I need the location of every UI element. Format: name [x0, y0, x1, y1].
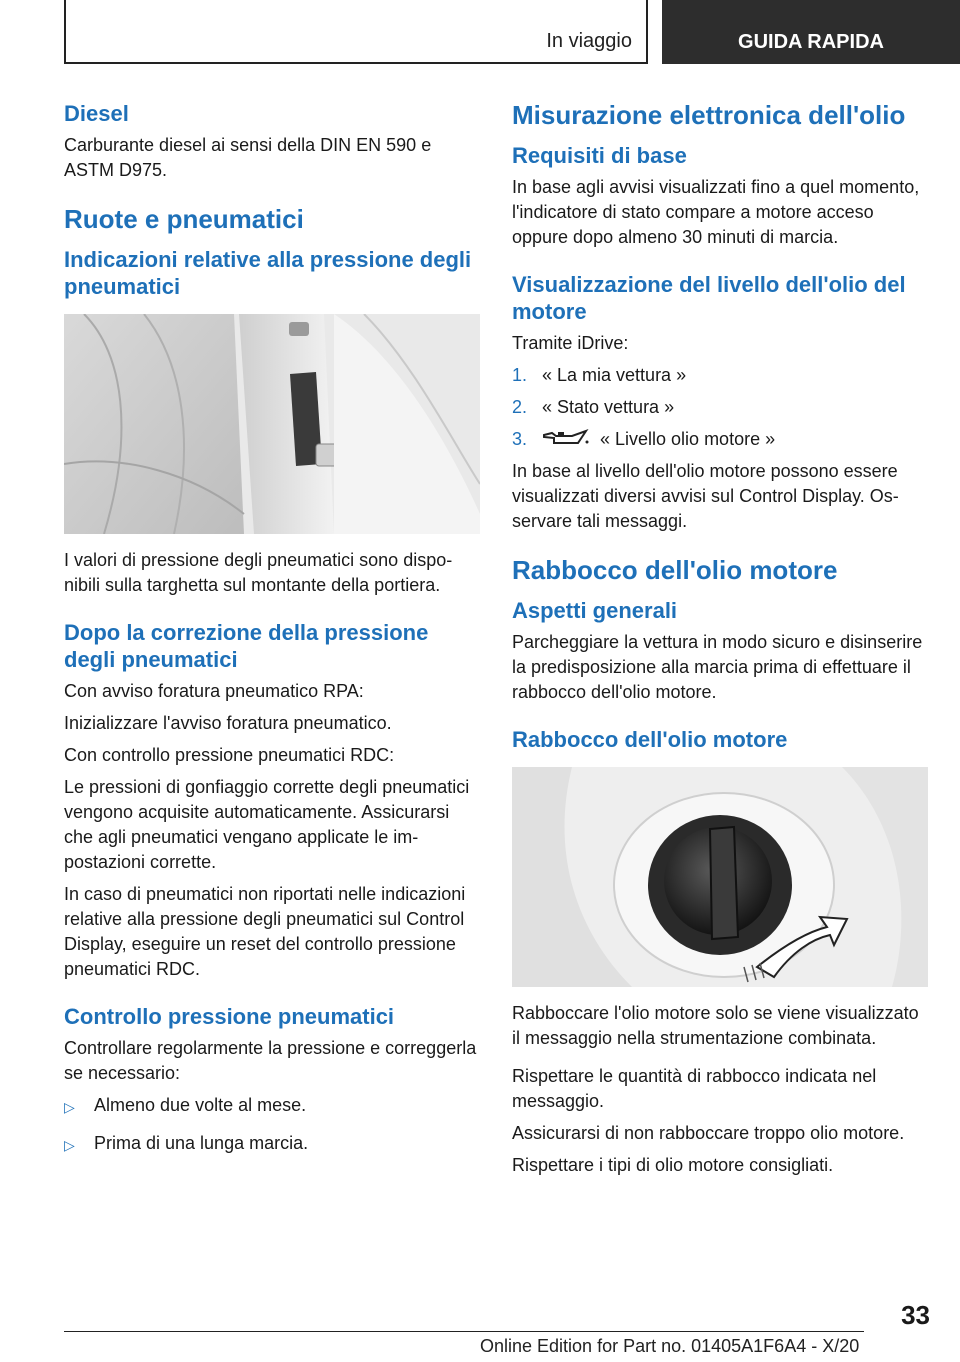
dopo-text-3: Con controllo pressione pneumatici RDC: — [64, 745, 395, 765]
dopo-text-5: In caso di pneumatici non riportati nelle indicazioni relative alla pressione degli pneumatici sul Control Display, eseguire un reset del controllo pressione pneumatici RDC. — [64, 884, 466, 979]
indicazioni-text: I valori di pressione degli pneumatici sono disponibili sulla targhetta sul montante della portiera. — [64, 550, 453, 595]
header-section-title: In viaggio — [546, 30, 632, 52]
requisiti-text: In base agli avvisi visualizzati fino a quel momento, l'indicatore di stato compare a motore acceso oppure dopo almeno 30 minuti di marcia. — [512, 177, 920, 247]
step-item: 2. « Stato vettura » — [512, 397, 675, 417]
footer-divider — [64, 1331, 864, 1332]
right-column — [512, 100, 930, 1185]
page-number: 33 — [901, 1300, 930, 1330]
controllo-text: Controllare regolarmente la pressione e correggerla se necessario: — [64, 1038, 477, 1083]
header-section-box — [64, 0, 648, 64]
ruote-heading: Ruote e pneumatici — [64, 204, 304, 234]
controllo-heading: Controllo pressione pneumatici — [64, 1004, 395, 1029]
oil-can-icon — [542, 427, 590, 447]
dopo-text-2: Inizializzare l'avviso foratura pneumatico. — [64, 713, 392, 733]
footer-edition: Online Edition for Part no. 01405A1F6A4 - X/20 — [480, 1336, 860, 1356]
oil-filler-illustration — [512, 767, 928, 987]
bullet-triangle-icon: ▷ — [64, 1099, 75, 1115]
dopo-heading: Dopo la correzione della pressione degli pneumatici — [64, 620, 429, 672]
oil-filler-image — [512, 767, 928, 987]
door-pillar-image — [64, 314, 480, 534]
requisiti-heading: Requisiti di base — [512, 143, 687, 168]
visualizzazione-heading: Visualizzazione del livello dell'olio del motore — [512, 272, 906, 324]
bullet-item: ▷ Prima di una lunga marcia. — [64, 1131, 482, 1158]
aspetti-heading: Aspetti generali — [512, 598, 678, 623]
idrive-steps — [512, 363, 930, 452]
rabbocco-sub-heading: Rabbocco dell'olio motore — [512, 727, 788, 752]
tramite-text: Tramite iDrive: — [512, 333, 629, 353]
rabbocco-heading: Rabbocco dell'olio motore — [512, 555, 838, 585]
visualizzazione-text: In base al livello dell'olio motore possono essere visualizzati diversi avvisi sul Control Display. Osservare tali messaggi. — [512, 461, 899, 531]
diesel-text: Carburante diesel ai sensi della DIN EN 590 e ASTM D975. — [64, 135, 432, 180]
diesel-heading: Diesel — [64, 101, 129, 126]
step-item: 1. « La mia vettura » — [512, 365, 687, 385]
bullet-triangle-icon: ▷ — [64, 1137, 75, 1153]
indicazioni-heading: Indicazioni relative alla pressione degli pneumatici — [64, 247, 472, 299]
step-item: 3. « Livello olio motore » — [512, 429, 776, 449]
aspetti-text: Parcheggiare la vettura in modo sicuro e disinserire la predisposizione alla marcia prima di effettuare il rabbocco dell'olio motore. — [512, 632, 923, 702]
rabbocco-text-2: Rispettare le quantità di rabbocco indicata nel messaggio. — [512, 1066, 877, 1111]
dopo-text-4: Le pressioni di gonfiaggio corrette degli pneumatici vengono acquisite automaticamente. Assicurarsi che agli pneumatici vengano applicate le impostazioni corrette. — [64, 777, 470, 872]
misurazione-heading: Misurazione elettronica dell'olio — [512, 100, 906, 130]
rabbocco-text-4: Rispettare i tipi di olio motore consigliati. — [512, 1155, 834, 1175]
rabbocco-text-3: Assicurarsi di non rabboccare troppo olio motore. — [512, 1123, 905, 1143]
bullet-item: ▷ Almeno due volte al mese. — [64, 1093, 482, 1120]
door-pillar-illustration — [64, 314, 480, 534]
dopo-text-1: Con avviso foratura pneumatico RPA: — [64, 681, 364, 701]
left-column — [64, 100, 482, 1169]
header-guide-tab: GUIDA RAPIDA — [662, 0, 960, 64]
rabbocco-text-1: Rabboccare l'olio motore solo se viene visualizzato il messaggio nella strumentazione combinata. — [512, 1003, 919, 1048]
